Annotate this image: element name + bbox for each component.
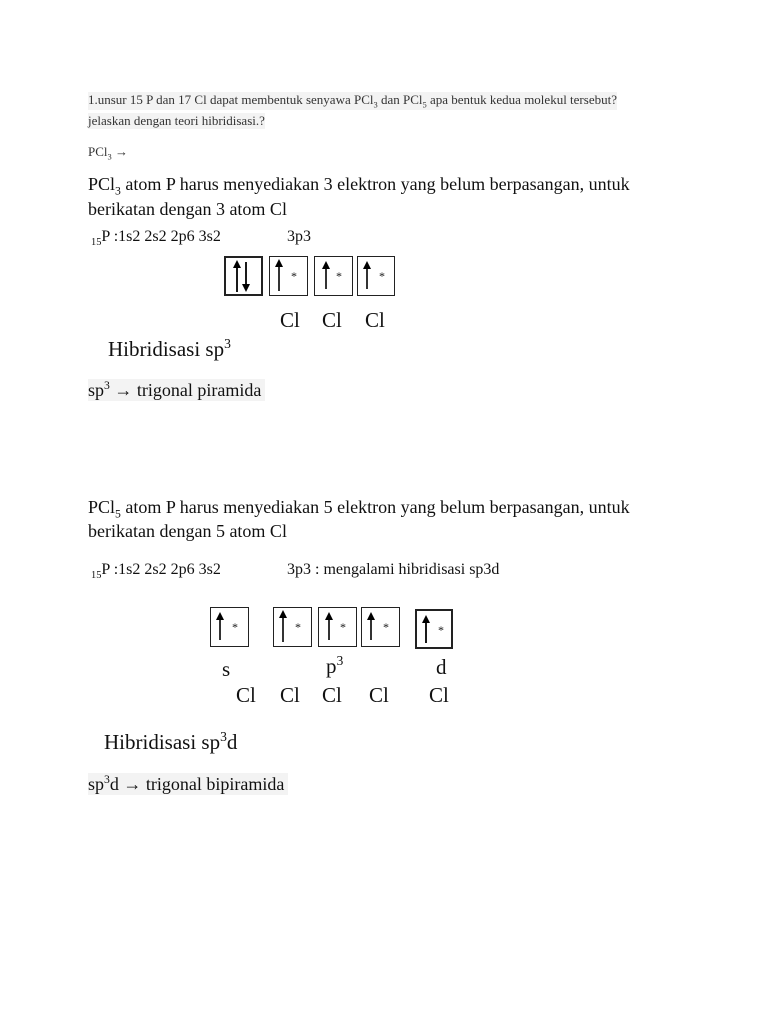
subscript: 15: [91, 237, 102, 249]
electron-marker: *: [232, 620, 238, 634]
up-arrow-icon: [274, 608, 310, 644]
up-arrow-icon: [362, 608, 398, 644]
cl-label: Cl: [365, 308, 385, 332]
cl-label: Cl: [322, 683, 342, 707]
text: sp: [88, 774, 105, 794]
text: p: [326, 654, 337, 678]
orbital-label-p: [326, 653, 343, 679]
text: Hibridisasi sp: [108, 337, 225, 361]
pcl3-config-3p: 3p3: [287, 228, 311, 245]
answer-start: [88, 144, 128, 162]
up-arrow-icon: [319, 608, 355, 644]
text: PCl: [88, 144, 108, 159]
cl-label: Cl: [429, 683, 449, 707]
orbital-label-s: s: [222, 657, 231, 681]
up-arrow-icon: [417, 611, 453, 647]
superscript: 3: [104, 773, 110, 786]
question-line-2: jelaskan dengan teori hibridisasi.?: [88, 113, 265, 128]
cl-label: Cl: [236, 683, 256, 707]
superscript: 3: [220, 729, 227, 744]
up-arrow-icon: [358, 257, 394, 293]
subscript: 5: [422, 99, 427, 110]
cl-label: Cl: [369, 683, 389, 707]
orbital-box-paired: [224, 256, 263, 296]
orbital-box: [269, 256, 308, 296]
pcl5-heading-line2: berikatan dengan 5 atom Cl: [88, 521, 287, 541]
orbital-box: [361, 607, 400, 647]
pcl3-heading-line2: berikatan dengan 3 atom Cl: [88, 199, 287, 219]
text: 1.unsur 15 P dan 17 Cl dapat membentuk senyawa PCl: [88, 92, 374, 107]
pcl3-heading: [88, 174, 630, 198]
pcl5-config-3p: 3p3 : mengalami hibridisasi sp3d: [287, 561, 500, 578]
pcl3-result: [88, 379, 265, 401]
electron-marker: *: [340, 620, 346, 634]
cl-label: Cl: [322, 308, 342, 332]
text: sp: [88, 380, 105, 400]
text: dan PCl: [377, 92, 423, 107]
pcl5-hybridization: [104, 729, 237, 755]
arrow-icon: →: [114, 144, 128, 159]
electron-marker: *: [379, 269, 385, 283]
text: → trigonal piramida: [109, 380, 262, 400]
up-arrow-icon: [270, 257, 306, 293]
text: apa bentuk kedua molekul tersebut?: [426, 92, 617, 107]
superscript: 3: [336, 653, 344, 668]
cl-label: Cl: [280, 683, 300, 707]
orbital-box: [314, 256, 353, 296]
pcl3-config: [91, 228, 221, 248]
text: P :1s2 2s2 2p6 3s2: [101, 228, 221, 245]
up-arrow-icon: [315, 257, 351, 293]
subscript: 5: [115, 507, 121, 521]
subscript: 3: [107, 151, 112, 162]
text: atom P harus menyediakan 5 elektron yang belum berpasangan, untuk: [120, 497, 630, 517]
pcl5-heading: [88, 497, 630, 521]
electron-marker: *: [291, 269, 297, 283]
orbital-label-d: d: [436, 655, 447, 679]
text: P :1s2 2s2 2p6 3s2: [101, 561, 221, 578]
subscript: 15: [91, 570, 102, 582]
superscript: 3: [224, 336, 231, 351]
up-down-arrow-icon: [226, 258, 262, 294]
pcl5-config: [91, 561, 221, 581]
cl-label: Cl: [280, 308, 300, 332]
electron-marker: *: [438, 623, 444, 637]
pcl5-result: [88, 773, 288, 795]
text: PCl: [88, 497, 116, 517]
text: Hibridisasi sp: [104, 730, 221, 754]
text: PCl: [88, 174, 116, 194]
text: atom P harus menyediakan 3 elektron yang belum berpasangan, untuk: [120, 174, 630, 194]
orbital-box: [357, 256, 395, 296]
electron-marker: *: [383, 620, 389, 634]
pcl3-hybridization: [108, 336, 231, 362]
subscript: 3: [373, 99, 378, 110]
orbital-box: [273, 607, 312, 647]
text: d → trigonal bipiramida: [109, 774, 285, 794]
orbital-box: [415, 609, 453, 649]
superscript: 3: [104, 379, 110, 392]
up-arrow-icon: [211, 608, 247, 644]
orbital-box: [318, 607, 357, 647]
text: d: [226, 730, 238, 754]
electron-marker: *: [295, 620, 301, 634]
orbital-box: [210, 607, 249, 647]
electron-marker: *: [336, 269, 342, 283]
subscript: 3: [115, 184, 121, 198]
question-line-1: [88, 92, 617, 110]
